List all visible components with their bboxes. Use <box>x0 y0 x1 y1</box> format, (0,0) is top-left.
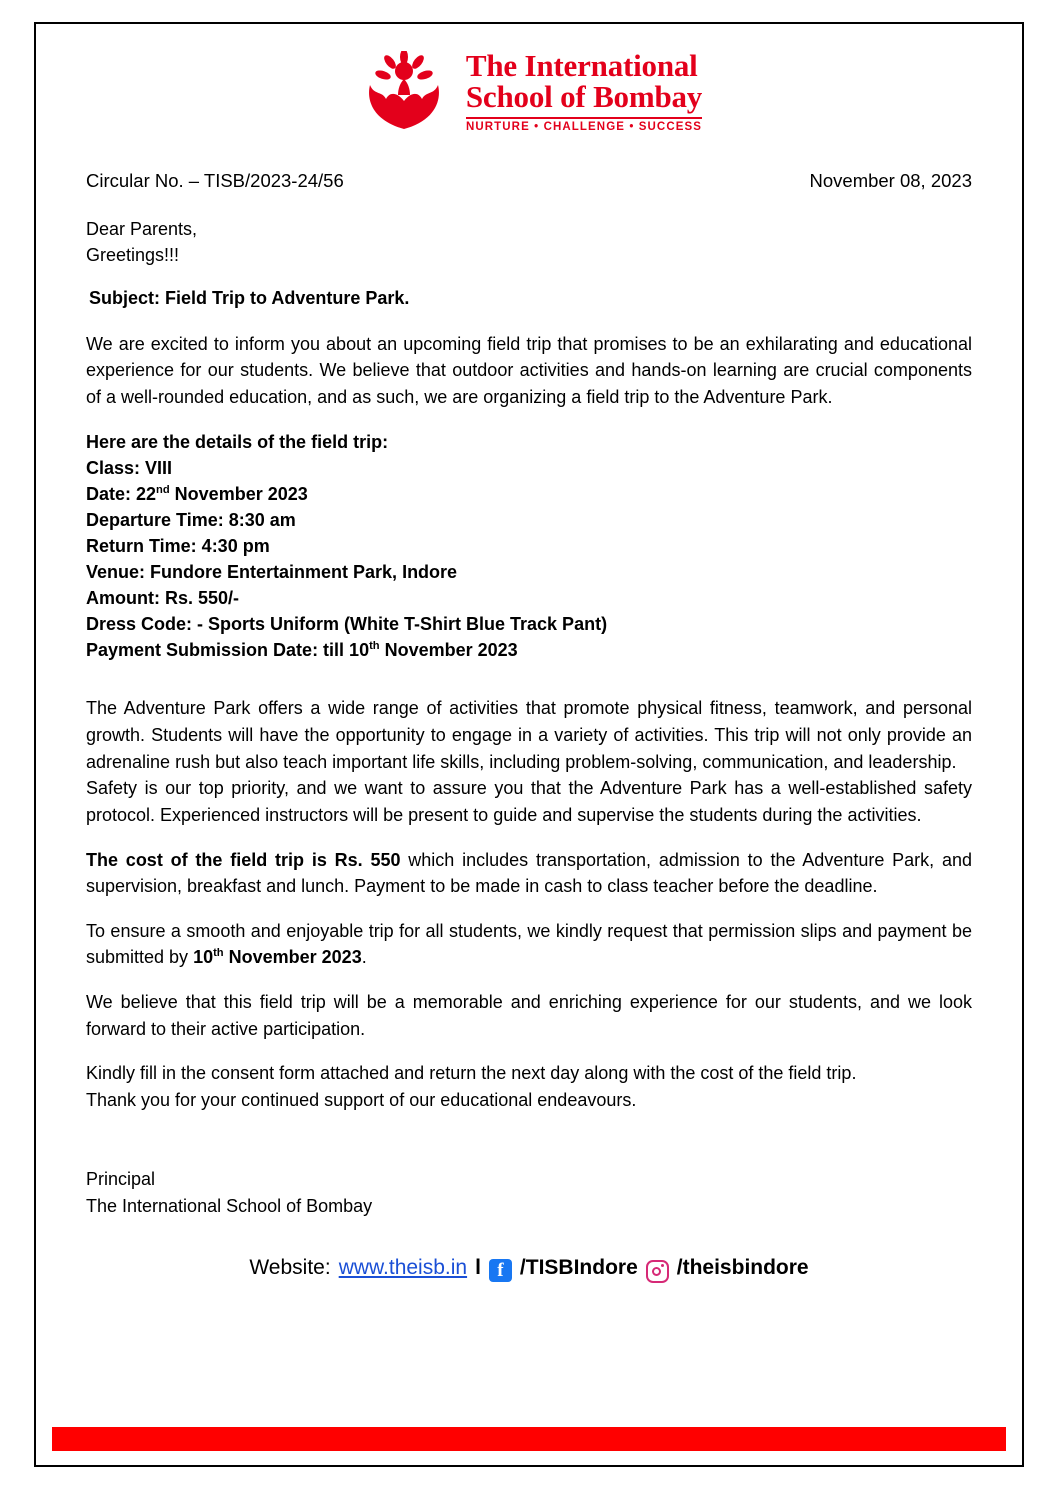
closing-paragraph: We believe that this field trip will be a memorable and enriching experience for our students, and we look forward to their active participation. <box>86 992 972 1039</box>
detail-venue: Venue: Fundore Entertainment Park, Indore <box>86 562 458 583</box>
detail-payment-sup: th <box>369 640 380 653</box>
detail-departure-time: Departure Time: 8:30 am <box>86 509 296 530</box>
consent-line: Kindly fill in the consent form attached and return the next day along with the cost of the field trip. <box>86 1063 857 1084</box>
signature-title: Principal <box>86 1168 156 1189</box>
permission-paragraph <box>86 918 972 971</box>
signature-school: The International School of Bombay <box>86 1195 373 1216</box>
detail-payment-label: Payment Submission Date: till 10 <box>86 640 370 661</box>
circular-number: Circular No. – TISB/2023-24/56 <box>86 169 344 191</box>
permission-deadline-number: 10 <box>193 947 214 968</box>
detail-date <box>86 481 972 507</box>
salutation <box>86 216 972 268</box>
detail-date-label: Date: 22 <box>86 483 157 504</box>
school-name-block <box>466 50 702 134</box>
document-content <box>36 22 1022 1280</box>
detail-class: Class: VIII <box>86 457 173 478</box>
letterhead <box>86 22 972 140</box>
details-heading: Here are the details of the field trip: <box>86 431 389 452</box>
permission-pre: To ensure a smooth and enjoyable trip for all students, we kindly request that permission slips and payment be submitted by <box>86 920 972 968</box>
permission-deadline-sup: th <box>213 947 224 960</box>
permission-deadline-rest: November 2023 <box>223 947 362 968</box>
footer-red-bar <box>52 1427 1006 1451</box>
permission-post: . <box>361 947 367 968</box>
safety-paragraph: Safety is our top priority, and we want to assure you that the Adventure Park has a well-established safety protocol. Experienced instructors will be present to guide and supervise the students during the activities. <box>86 778 972 825</box>
signature-block <box>86 1166 972 1220</box>
school-name-line1: The International <box>465 48 698 83</box>
cost-bold: The cost of the field trip is Rs. 550 <box>86 849 401 870</box>
spacer <box>86 683 972 695</box>
school-name-line2: School of Bombay <box>465 79 703 114</box>
facebook-icon[interactable]: f <box>489 1259 512 1282</box>
detail-date-sup: nd <box>156 483 170 496</box>
subject-line: Subject: Field Trip to Adventure Park. <box>89 287 410 308</box>
trip-details-block <box>86 429 972 664</box>
footer-contact <box>86 1256 972 1280</box>
circular-date: November 08, 2023 <box>809 169 972 191</box>
cost-rest: which includes transportation, admission to the Adventure Park, and supervision, breakfast and lunch. Payment to be made in cash to class teacher before the deadline. <box>86 849 973 897</box>
detail-amount: Amount: Rs. 550/- <box>86 588 240 609</box>
cost-paragraph <box>86 847 972 900</box>
circular-meta <box>86 170 972 192</box>
detail-return-time: Return Time: 4:30 pm <box>86 535 270 556</box>
instagram-handle[interactable]: /theisbindore <box>676 1255 809 1279</box>
facebook-handle[interactable]: /TISBIndore <box>519 1255 638 1279</box>
salutation-line-1: Dear Parents, <box>86 218 198 239</box>
detail-dress-code: Dress Code: - Sports Uniform (White T-Shirt Blue Track Pant) <box>86 614 608 635</box>
intro-paragraph: We are excited to inform you about an upcoming field trip that promises to be an exhilarating and educational experience for our students. We believe that outdoor activities and hands-on learning are crucial components of a well-rounded education, and as such, we are organizing a field trip to the Adventure Park. <box>86 333 972 407</box>
website-link[interactable]: www.theisb.in <box>338 1255 468 1279</box>
school-tagline: NURTURE • CHALLENGE • SUCCESS <box>466 117 702 134</box>
website-label: Website: <box>249 1255 331 1279</box>
detail-payment-date <box>86 637 972 663</box>
school-logo <box>356 50 702 134</box>
lotus-hands-logo-icon <box>356 51 452 133</box>
footer-separator: l <box>475 1255 481 1279</box>
thanks-line: Thank you for your continued support of our educational endeavours. <box>86 1089 637 1110</box>
detail-date-rest: November 2023 <box>169 483 308 504</box>
instagram-icon[interactable] <box>646 1260 669 1283</box>
activities-paragraph: The Adventure Park offers a wide range of activities that promote physical fitness, teamwork, and personal growth. Students will have the opportunity to engage in a variety of activities. This trip will not only provide an adrenaline rush but also teach important life skills, including problem-solving, communication, and leadership. <box>86 698 972 772</box>
detail-payment-rest: November 2023 <box>379 640 518 661</box>
salutation-line-2: Greetings!!! <box>86 244 180 265</box>
